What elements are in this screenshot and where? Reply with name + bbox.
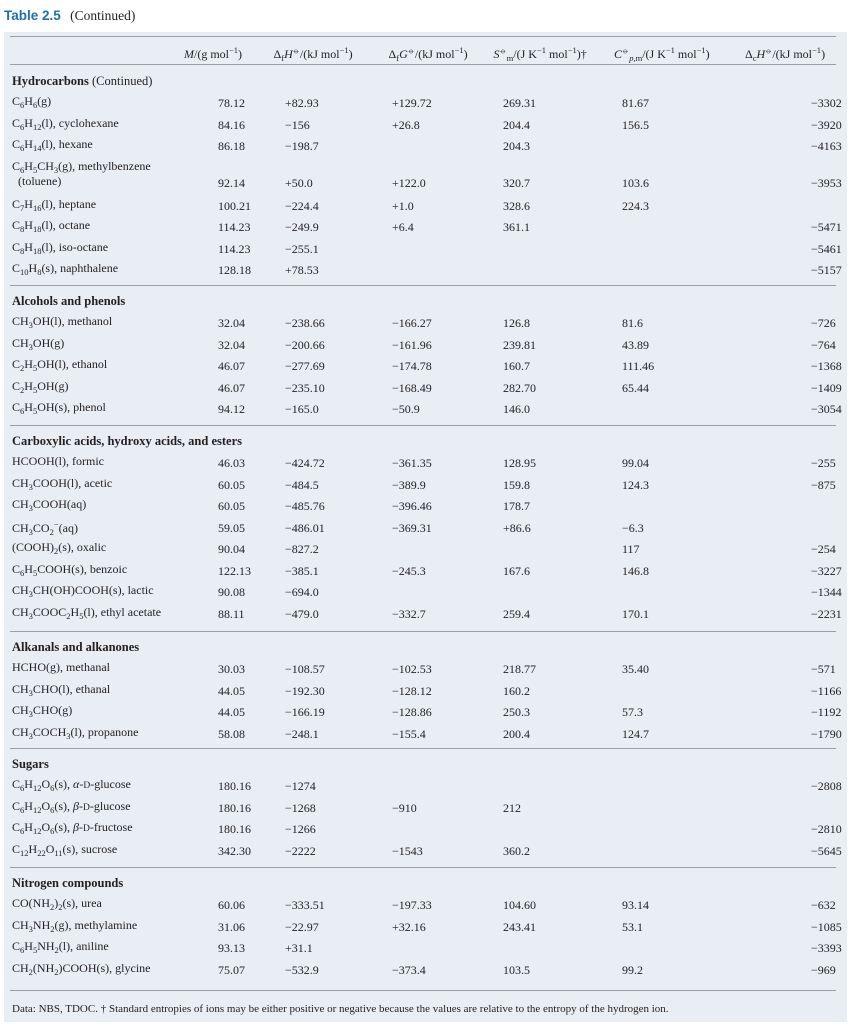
- value-cell: +86.6: [503, 520, 531, 535]
- value-cell: −424.72: [285, 456, 325, 470]
- compound-name: $C_6H_{12}O_6(s)$, β-D-fructose: [12, 820, 133, 836]
- value-cell: −238.66: [285, 316, 325, 330]
- value-cell: 103.6: [622, 175, 649, 190]
- value-cell: −532.9: [285, 962, 319, 977]
- value-cell: 156.5: [622, 117, 649, 132]
- value-cell: −333.51: [285, 898, 325, 912]
- table-row: [0, 703, 849, 723]
- value-cell: −396.46: [392, 499, 432, 513]
- value-cell: 250.3: [503, 705, 530, 719]
- value-cell: 239.81: [503, 337, 536, 352]
- value-cell: 59.05: [218, 520, 245, 535]
- value-cell: 180.16: [218, 822, 251, 836]
- value-cell: −361.35: [392, 456, 432, 470]
- compound-name: $CH_3CHO(l)$, ethanal: [12, 681, 111, 698]
- value-cell: 92.14: [218, 175, 245, 190]
- value-cell: −910: [392, 800, 417, 815]
- value-cell: 361.1: [503, 220, 530, 234]
- value-cell: −5461: [811, 241, 842, 256]
- value-cell: 282.70: [503, 380, 536, 395]
- compound-name: $CH_2(NH_2)COOH(s)$, glycine: [12, 960, 151, 977]
- value-cell: −200.66: [285, 337, 325, 352]
- value-cell: −5471: [811, 220, 842, 234]
- compound-name: $C_6H_{12}(l)$, cyclohexane: [12, 115, 119, 132]
- compound-name: $CH_3OH(g)$: [12, 335, 65, 352]
- table-row: [0, 357, 849, 377]
- compound-name: $C_6H_{14}(l)$, hexane: [12, 137, 93, 153]
- value-cell: −197.33: [392, 898, 432, 912]
- table-row: [0, 94, 849, 114]
- value-cell: −385.1: [285, 563, 319, 578]
- value-cell: 60.05: [218, 499, 245, 513]
- value-cell: −373.4: [392, 962, 426, 977]
- value-cell: −166.19: [285, 705, 325, 719]
- value-cell: −4163: [811, 139, 842, 153]
- value-cell: −369.31: [392, 520, 432, 535]
- table-row: [0, 540, 849, 560]
- value-cell: 60.06: [218, 898, 245, 912]
- value-cell: 65.44: [622, 380, 649, 395]
- value-cell: −969: [811, 962, 836, 977]
- value-cell: −875: [811, 477, 836, 492]
- value-cell: −156: [285, 117, 310, 132]
- value-cell: −1274: [285, 779, 316, 793]
- value-cell: 88.11: [218, 606, 245, 621]
- value-cell: −1344: [811, 585, 842, 599]
- value-cell: 178.7: [503, 499, 530, 513]
- compound-name: $C_2H_5OH(l)$, ethanol: [12, 357, 108, 373]
- section-title: Nitrogen compounds: [12, 876, 124, 890]
- table-row: [0, 918, 849, 938]
- value-cell: −5157: [811, 263, 842, 277]
- value-cell: 103.5: [503, 962, 530, 977]
- value-cell: −484.5: [285, 477, 319, 492]
- section-title: Alcohols and phenols: [12, 294, 126, 308]
- table-row: [0, 725, 849, 745]
- value-cell: −3054: [811, 402, 842, 416]
- footnote: Data: NBS, TDOC. † Standard entropies of ions may be either positive or negative because the values are relative to the entropy of the hydrogen ion.: [12, 1003, 669, 1015]
- value-cell: −1409: [811, 380, 842, 395]
- compound-name: $C_6H_6(g)$: [12, 94, 52, 110]
- value-cell: 93.13: [218, 941, 245, 955]
- table-row: [0, 682, 849, 702]
- value-cell: −248.1: [285, 726, 319, 741]
- value-cell: 31.06: [218, 919, 245, 934]
- section-title: Carboxylic acids, hydroxy acids, and esters: [12, 434, 242, 448]
- value-cell: −255: [811, 456, 836, 470]
- value-cell: −3302: [811, 96, 842, 110]
- table-rule: [10, 990, 836, 991]
- value-cell: −249.9: [285, 220, 319, 234]
- value-cell: 170.1: [622, 606, 649, 621]
- table-rule: [10, 425, 836, 426]
- compound-name: $CH_3COOH(l)$, acetic: [12, 475, 113, 492]
- value-cell: 117: [622, 542, 640, 556]
- value-cell: −277.69: [285, 359, 325, 373]
- table-row: [0, 660, 849, 680]
- section-title: Sugars: [12, 757, 49, 771]
- value-cell: 35.40: [622, 662, 649, 676]
- value-cell: 53.1: [622, 919, 643, 934]
- value-cell: −128.12: [392, 683, 432, 698]
- table-caption-text: (Continued): [70, 8, 136, 23]
- column-header: $S^⦵_m/(J$ $K^{-1}$ mol$^{-1}$)†: [493, 45, 587, 63]
- section-title: Alkanals and alkanones: [12, 640, 140, 654]
- table-row: [0, 137, 849, 157]
- value-cell: −235.10: [285, 380, 325, 395]
- value-cell: −22.97: [285, 919, 319, 934]
- value-cell: −764: [811, 337, 836, 352]
- table-row: [0, 159, 849, 195]
- value-cell: 94.12: [218, 402, 245, 416]
- value-cell: −6.3: [622, 520, 644, 535]
- table-row: [0, 896, 849, 916]
- value-cell: 75.07: [218, 962, 245, 977]
- compound-name: $C_{12}H_{22}O_{11}(s)$, sucrose: [12, 841, 118, 858]
- value-cell: 360.2: [503, 843, 530, 858]
- table-row: [0, 777, 849, 797]
- compound-name: HCOOH(l), formic: [12, 454, 104, 468]
- value-cell: 328.6: [503, 198, 530, 213]
- value-cell: +32.16: [392, 919, 426, 934]
- value-cell: +122.0: [392, 175, 426, 190]
- compound-name: $C_2H_5OH(g)$: [12, 378, 69, 395]
- value-cell: −1266: [285, 822, 316, 836]
- value-cell: −1166: [811, 683, 842, 698]
- value-cell: 30.03: [218, 662, 245, 676]
- value-cell: −485.76: [285, 499, 325, 513]
- value-cell: 114.23: [218, 220, 251, 234]
- value-cell: 81.6: [622, 316, 643, 330]
- value-cell: 146.0: [503, 402, 530, 416]
- compound-name: $C_6H_5OH(s)$, phenol: [12, 400, 106, 416]
- table-row: [0, 314, 849, 334]
- column-header: $\Delta_fH^⦵/(kJ$ mol$^{-1}$): [273, 45, 353, 63]
- table-row: [0, 562, 849, 582]
- compound-name: $(COOH)_2(s)$, oxalic: [12, 540, 107, 556]
- compound-name: $CH_3NH_2(g)$, methylamine: [12, 917, 138, 934]
- value-cell: 224.3: [622, 198, 649, 213]
- column-header: $\Delta_cH^⦵/(kJ$ mol$^{-1}$): [745, 45, 826, 63]
- value-cell: −3393: [811, 941, 842, 955]
- value-cell: 44.05: [218, 705, 245, 719]
- table-row: [0, 939, 849, 959]
- value-cell: −161.96: [392, 337, 432, 352]
- value-cell: −5645: [811, 843, 842, 858]
- value-cell: 160.7: [503, 359, 530, 373]
- value-cell: −3227: [811, 563, 842, 578]
- table-rule: [10, 631, 836, 632]
- table-row: [0, 961, 849, 981]
- value-cell: −694.0: [285, 585, 319, 599]
- table-row: [0, 454, 849, 474]
- value-cell: +6.4: [392, 220, 414, 234]
- value-cell: −1085: [811, 919, 842, 934]
- value-cell: 269.31: [503, 96, 536, 110]
- table-rule: [10, 36, 836, 37]
- compound-name: $C_6H_5CH_3(g)$, methylbenzene: [12, 158, 151, 175]
- value-cell: −1368: [811, 359, 842, 373]
- value-cell: 99.04: [622, 456, 649, 470]
- value-cell: 46.07: [218, 359, 245, 373]
- table-row: [0, 799, 849, 819]
- compound-name: $CH_3OH(l)$, methanol: [12, 314, 113, 330]
- value-cell: 124.7: [622, 726, 649, 741]
- compound-name: $CO(NH_2)_2(s)$, urea: [12, 896, 102, 912]
- value-cell: 90.08: [218, 585, 245, 599]
- table-row: [0, 820, 849, 840]
- value-cell: 200.4: [503, 726, 530, 741]
- value-cell: −165.0: [285, 402, 319, 416]
- value-cell: 58.08: [218, 726, 245, 741]
- value-cell: 60.05: [218, 477, 245, 492]
- value-cell: 128.95: [503, 456, 536, 470]
- compound-name: $CH_3CH(OH)COOH(s)$, lactic: [12, 583, 154, 599]
- compound-name: $CH_3CHO(g)$: [12, 703, 73, 719]
- value-cell: 32.04: [218, 316, 245, 330]
- table-row: [0, 336, 849, 356]
- value-cell: −254: [811, 542, 836, 556]
- table-row: [0, 583, 849, 603]
- value-cell: −166.27: [392, 316, 432, 330]
- table-row: [0, 261, 849, 281]
- value-cell: −3920: [811, 117, 842, 132]
- value-cell: −2231: [811, 606, 842, 621]
- compound-name: $CH_3COOC_2H_5(l)$, ethyl acetate: [12, 604, 162, 621]
- value-cell: 160.2: [503, 683, 530, 698]
- value-cell: 218.77: [503, 662, 536, 676]
- table-rule: [10, 867, 836, 868]
- value-cell: −2808: [811, 779, 842, 793]
- table-row: [0, 400, 849, 420]
- value-cell: 44.05: [218, 683, 245, 698]
- value-cell: −102.53: [392, 662, 432, 676]
- value-cell: +82.93: [285, 96, 319, 110]
- compound-name: $C_6H_{12}O_6(s)$, β-D-glucose: [12, 798, 131, 815]
- value-cell: 90.04: [218, 542, 245, 556]
- table-rule: [10, 285, 836, 286]
- value-cell: −632: [811, 898, 836, 912]
- value-cell: −479.0: [285, 606, 319, 621]
- value-cell: +1.0: [392, 198, 414, 213]
- compound-name: $CH_3CO_2^-(aq)$: [12, 518, 78, 537]
- compound-name: $C_8H_{18}(l)$, octane: [12, 218, 91, 234]
- value-cell: 180.16: [218, 779, 251, 793]
- table-label: Table 2.5: [4, 8, 61, 23]
- value-cell: 204.3: [503, 139, 530, 153]
- value-cell: −486.01: [285, 520, 325, 535]
- value-cell: 146.8: [622, 563, 649, 578]
- column-header: $\Delta_fG^⦵/(kJ$ mol$^{-1}$): [388, 45, 468, 63]
- value-cell: 104.60: [503, 898, 536, 912]
- value-cell: +78.53: [285, 263, 319, 277]
- compound-name: $C_8H_{18}(l)$, iso-octane: [12, 239, 109, 256]
- value-cell: 159.8: [503, 477, 530, 492]
- value-cell: −1268: [285, 800, 316, 815]
- value-cell: 78.12: [218, 96, 245, 110]
- compound-name: $C_6H_5COOH(s)$, benzoic: [12, 561, 128, 578]
- table-row: [0, 240, 849, 260]
- value-cell: −1192: [811, 705, 842, 719]
- table-row: [0, 116, 849, 136]
- value-cell: 93.14: [622, 898, 649, 912]
- table-row: [0, 842, 849, 862]
- compound-name: $C_6H_5NH_2(l)$, aniline: [12, 939, 109, 955]
- value-cell: −192.30: [285, 683, 325, 698]
- table-row: [0, 519, 849, 539]
- value-cell: 342.30: [218, 843, 251, 858]
- value-cell: 320.7: [503, 175, 530, 190]
- value-cell: 122.13: [218, 563, 251, 578]
- compound-name: $C_{10}H_8(s)$, naphthalene: [12, 261, 119, 277]
- compound-name: $CH_3COCH_3(l)$, propanone: [12, 724, 139, 741]
- table-row: [0, 379, 849, 399]
- column-header: M/(g mol$^{-1}$): [184, 45, 243, 61]
- value-cell: 84.16: [218, 117, 245, 132]
- table-row: [0, 605, 849, 625]
- value-cell: −168.49: [392, 380, 432, 395]
- value-cell: 99.2: [622, 962, 643, 977]
- table-row: [0, 197, 849, 217]
- table-rule: [10, 64, 836, 65]
- value-cell: 128.18: [218, 263, 251, 277]
- value-cell: 167.6: [503, 563, 530, 578]
- value-cell: −198.7: [285, 139, 319, 153]
- value-cell: 259.4: [503, 606, 530, 621]
- compound-name: HCHO(g), methanal: [12, 660, 110, 674]
- table-row: [0, 476, 849, 496]
- value-cell: 100.21: [218, 198, 251, 213]
- value-cell: −571: [811, 662, 836, 676]
- compound-name-cont: (toluene): [18, 173, 62, 188]
- value-cell: +129.72: [392, 96, 432, 110]
- value-cell: −174.78: [392, 359, 432, 373]
- value-cell: 86.18: [218, 139, 245, 153]
- value-cell: 57.3: [622, 705, 643, 719]
- value-cell: −255.1: [285, 241, 319, 256]
- value-cell: −726: [811, 316, 836, 330]
- table-row: [0, 218, 849, 238]
- compound-name: $CH_3COOH(aq)$: [12, 497, 87, 513]
- value-cell: 46.03: [218, 456, 245, 470]
- value-cell: −50.9: [392, 402, 420, 416]
- value-cell: 81.67: [622, 96, 649, 110]
- value-cell: 212: [503, 800, 521, 815]
- value-cell: −2222: [285, 843, 316, 858]
- compound-name: $C_7H_{16}(l)$, heptane: [12, 196, 97, 213]
- value-cell: −3953: [811, 175, 842, 190]
- value-cell: 126.8: [503, 316, 530, 330]
- column-header: $C^⦵_{p,m}/(J$ $K^{-1}$ mol$^{-1}$): [614, 45, 710, 63]
- value-cell: 46.07: [218, 380, 245, 395]
- value-cell: −389.9: [392, 477, 426, 492]
- compound-name: $C_6H_{12}O_6(s)$, α-D-glucose: [12, 777, 131, 793]
- value-cell: −155.4: [392, 726, 426, 741]
- value-cell: −108.57: [285, 662, 325, 676]
- table-caption: [4, 8, 135, 24]
- value-cell: −1790: [811, 726, 842, 741]
- table-rule: [10, 748, 836, 749]
- value-cell: −1543: [392, 843, 423, 858]
- value-cell: 32.04: [218, 337, 245, 352]
- value-cell: −2810: [811, 822, 842, 836]
- value-cell: +50.0: [285, 175, 313, 190]
- value-cell: −827.2: [285, 542, 319, 556]
- value-cell: +31.1: [285, 941, 313, 955]
- value-cell: 111.46: [622, 359, 655, 373]
- value-cell: −245.3: [392, 563, 426, 578]
- table-row: [0, 497, 849, 517]
- section-title: Hydrocarbons (Continued): [12, 74, 153, 88]
- value-cell: −128.86: [392, 705, 432, 719]
- value-cell: 124.3: [622, 477, 649, 492]
- value-cell: 114.23: [218, 241, 251, 256]
- value-cell: 243.41: [503, 919, 536, 934]
- value-cell: −224.4: [285, 198, 319, 213]
- value-cell: 204.4: [503, 117, 530, 132]
- value-cell: −332.7: [392, 606, 426, 621]
- value-cell: 43.89: [622, 337, 649, 352]
- value-cell: 180.16: [218, 800, 251, 815]
- value-cell: +26.8: [392, 117, 420, 132]
